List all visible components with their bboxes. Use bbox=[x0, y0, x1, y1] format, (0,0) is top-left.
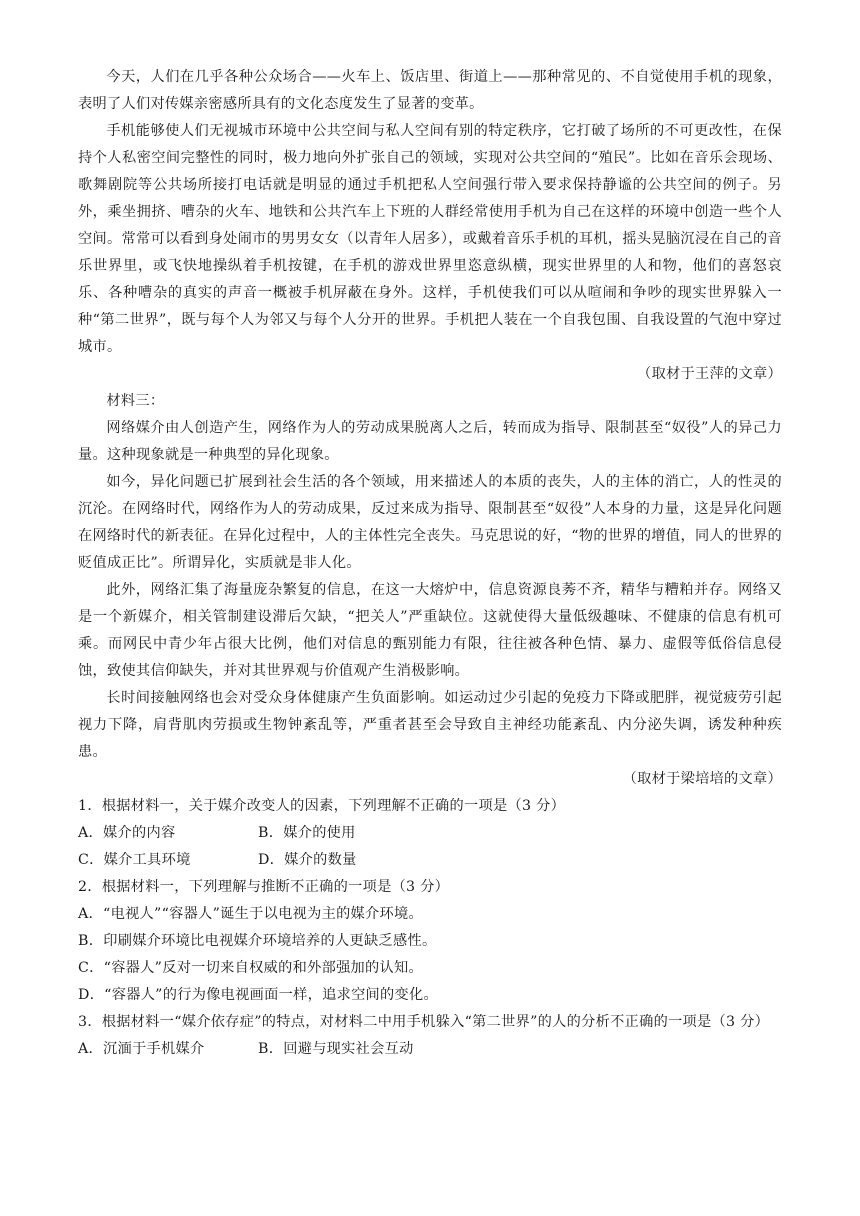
question-3 bbox=[78, 1009, 782, 1063]
option-d: D．“容器人”的行为像电视画面一样，追求空间的变化。 bbox=[78, 987, 438, 1003]
option-b: B．回避与现实社会互动 bbox=[258, 1041, 414, 1057]
option-b: B．媒介的使用 bbox=[258, 825, 356, 841]
paragraph: 网络媒介由人创造产生，网络作为人的劳动成果脱离人之后，转而成为指导、限制甚至“奴役”人的异己力量。这种现象就是一种典型的异化现象。 bbox=[78, 420, 782, 463]
option-d: D．媒介的数量 bbox=[258, 852, 357, 868]
paragraph: 今天，人们在几乎各种公众场合——火车上、饭店里、街道上——那种常见的、不自觉使用手机的现象，表明了人们对传媒亲密感所具有的文化态度发生了显著的变革。 bbox=[78, 69, 782, 112]
option-row bbox=[78, 1036, 782, 1063]
source-citation: （取材于梁培培的文章） bbox=[622, 771, 782, 787]
option-a: A．媒介的内容 bbox=[78, 825, 176, 841]
option-row bbox=[78, 820, 782, 847]
option-b: B．印刷媒介环境比电视媒介环境培养的人更缺乏感性。 bbox=[78, 933, 437, 949]
paragraph: 如今，异化问题已扩展到社会生活的各个领域，用来描述人的本质的丧失，人的主体的消亡，人的性灵的沉沦。在网络时代，网络作为人的劳动成果，反过来成为指导、限制甚至“奴役”人本身的力量，这是异化问题在网络时代的新表征。在异化过程中，人的主体性完全丧失。马克思说的好，“物的世界的增值，同人的世界的贬值成正比”。所谓异化，实质就是非人化。 bbox=[78, 474, 782, 571]
paragraph: 长时间接触网络也会对受众身体健康产生负面影响。如运动过少引起的免疫力下降或肥胖，视觉疲劳引起视力下降，肩背肌肉劳损或生物钟紊乱等，严重者甚至会导致自主神经功能紊乱、内分泌失调，诱发种种疾患。 bbox=[78, 690, 782, 760]
paragraph: 手机能够使人们无视城市环境中公共空间与私人空间有别的特定秩序，它打破了场所的不可更改性，在保持个人私密空间完整性的同时，极力地向外扩张自己的领域，实现对公共空间的“殖民”。比如在音乐会现场、歌舞剧院等公共场所接打电话就是明显的通过手机把私人空间强行带入要求保持静谧的公共空间的例子。另外，乘坐拥挤、嘈杂的火车、地铁和公共汽车上下班的人群经常使用手机为自己在这样的环境中创造一些个人空间。常常可以看到身处闹市的男男女女（以青年人居多），或戴着音乐手机的耳机，摇头晃脑沉浸在自己的音乐世界里，或飞快地操纵着手机按键，在手机的游戏世界里恣意纵横，现实世界里的人和物，他们的喜怒哀乐、各种嘈杂的真实的声音一概被手机屏蔽在身外。这样，手机使我们可以从喧闹和争吵的现实世界躲入一种“第二世界”，既与每个人为邻又与每个人分开的世界。手机把人装在一个自我包围、自我设置的气泡中穿过城市。 bbox=[78, 123, 782, 355]
question-stem: 2．根据材料一，下列理解与推断不正确的一项是（3 分） bbox=[78, 879, 450, 895]
option-c: C．“容器人”反对一切来自权威的和外部强加的认知。 bbox=[78, 960, 423, 976]
source-citation: （取材于王萍的文章） bbox=[637, 366, 782, 382]
option-row bbox=[78, 847, 782, 874]
question-stem: 1．根据材料一，关于媒介改变人的因素，下列理解不正确的一项是（3 分） bbox=[78, 798, 566, 814]
paragraph: 此外，网络汇集了海量庞杂繁复的信息，在这一大熔炉中，信息资源良莠不齐，精华与糟粕并存。网络又是一个新媒介，相关管制建设滞后欠缺，“把关人”严重缺位。这就使得大量低级趣味、不健康的信息有机可乘。而网民中青少年占很大比例，他们对信息的甄别能力有限，往往被各种色情、暴力、虚假等低俗信息侵蚀，致使其信仰缺失，并对其世界观与价值观产生消极影响。 bbox=[78, 582, 782, 679]
option-a: A．沉湎于手机媒介 bbox=[78, 1041, 205, 1057]
exam-page bbox=[78, 64, 782, 1063]
question-2 bbox=[78, 874, 782, 1009]
material-heading: 材料三： bbox=[106, 393, 165, 409]
option-a: A．“电视人”“容器人”诞生于以电视为主的媒介环境。 bbox=[78, 906, 423, 922]
question-1 bbox=[78, 793, 782, 874]
question-stem: 3．根据材料一“媒介依存症”的特点，对材料二中用手机躲入“第二世界”的人的分析不正确的一项是（3 分） bbox=[78, 1014, 770, 1030]
option-c: C．媒介工具环境 bbox=[78, 852, 191, 868]
